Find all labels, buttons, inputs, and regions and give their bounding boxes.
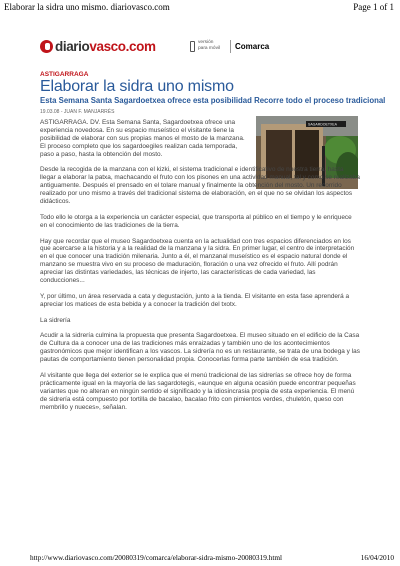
article-paragraph: ASTIGARRAGA. DV. Esta Semana Santa, Sagardoetxea ofrece una experiencia novedosa. En su espacio museístico el visitante tiene la posibilidad de elaborar con sus propias manos el mosto de la manzana. El proceso completo que los sagardoegiles realizan cada temporada, paso a paso, hasta la obtención del mosto. (40, 119, 245, 158)
print-header (0, 0, 400, 14)
print-page-title: Elaborar la sidra uno mismo. diariovasco.com (4, 2, 170, 12)
print-footer (0, 553, 400, 565)
section-label[interactable]: Comarca (235, 42, 270, 51)
section-subheading: La sidrería (40, 316, 71, 324)
print-page-number: Page 1 of 1 (353, 2, 394, 12)
mobile-version-link[interactable] (190, 40, 234, 54)
masthead (40, 38, 370, 56)
article-body (40, 119, 360, 419)
masthead-divider (230, 40, 231, 53)
logo-prefix: diario (55, 39, 90, 54)
article-paragraph: Todo ello le otorga a la experiencia un carácter especial, que transporta al público en el tiempo y le enriquece en el conocimiento de las tradiciones de la tierra. (40, 213, 352, 229)
article-paragraph: Al visitante que llega del exterior se le explica que el menú tradicional de las sidrerías se ofrece hoy de forma prácticamente igual en la mayoría de las sagardotegis, «aunque en alguna ocasión puede encontrar pequeñas variantes que no alteran en ningún sentido el significado y la idiosincrasia propia de esta experiencia. El menú de sidrería está compuesto por tortilla de bacalao, bacalao frito con pimientos verdes, chuletón, queso con membrillo y nueces», señalan. (40, 371, 356, 411)
article-paragraph: Acudir a la sidrería culmina la propuesta que presenta Sagardoetxea. El museo situado en el edificio de la Casa de Cultura da a conocer una de las tradiciones más enraizadas y también uno de los acontecimientos gastronómicos que mejor identifican a los vascos. La sidrería no es un restaurante, se trata de una bodega y las pautas de comportamiento tienen personalidad propia. Conocerlas forma parte también de esa tradición. (40, 332, 360, 364)
article-subhead: Esta Semana Santa Sagardoetxea ofrece esta posibilidad Recorre todo el proceso tradicional (40, 96, 386, 105)
article-paragraph: Hay que recordar que el museo Sagardoetxea cuenta en la actualidad con tres espacios diferenciados en los que acercarse a la historia y a la realidad de la manzana y la sidra. En primer lugar, el centro de interpretación en el que conocer una tradición milenaria. Junto a él, el manzanal museístico es el espacio natural donde el manzano se muestra vivo en su proceso de maduración, floración o una vez ofrecido el fruto. Allí podrán apreciar las distintas variedades, las técnicas de injerto, las características de cada variedad, las conducciones... (40, 237, 355, 285)
photo-sign-text: SAGARDOETXEA (308, 122, 337, 127)
logo-suffix: vasco.com (89, 39, 156, 54)
mobile-link-line1: versión (198, 40, 214, 45)
article-headline: Elaborar la sidra uno mismo (40, 78, 234, 95)
article-byline: 19.03.08 - JUAN F. MANJARRÉS (40, 109, 115, 115)
mobile-link-line2: para móvil (198, 45, 221, 51)
print-date: 16/04/2010 (360, 553, 394, 562)
article-paragraph: Desde la recogida de la manzana con el kizki, el sistema tradicional e identificativo de nuestra tierra, hasta llegar a elaborar la patxa, machacando el fruto con los pisones en una actividad manual, tal y como se realizaba antiguamente. Después el prensado en el tolare manual y finalmente la obtención del mosto. Un recorrido realizado por uno mismo a través del tradicional sistema de elaboración, en el que no se olvidan los aspectos didácticos. (40, 166, 360, 206)
diariovasco-logo-icon[interactable] (40, 40, 53, 53)
article-paragraph: Y, por último, un área reservada a cata y degustación, junto a la tienda. El visitante en esta fase aprenderá a apreciar los matices de esta bebida y a conocer la tradición del txotx. (40, 292, 350, 308)
site-logo[interactable] (55, 39, 156, 54)
article-kicker: ASTIGARRAGA (40, 71, 89, 78)
print-page-url: http://www.diariovasco.com/20080319/comarca/elaborar-sidra-mismo-20080319.html (30, 553, 283, 562)
